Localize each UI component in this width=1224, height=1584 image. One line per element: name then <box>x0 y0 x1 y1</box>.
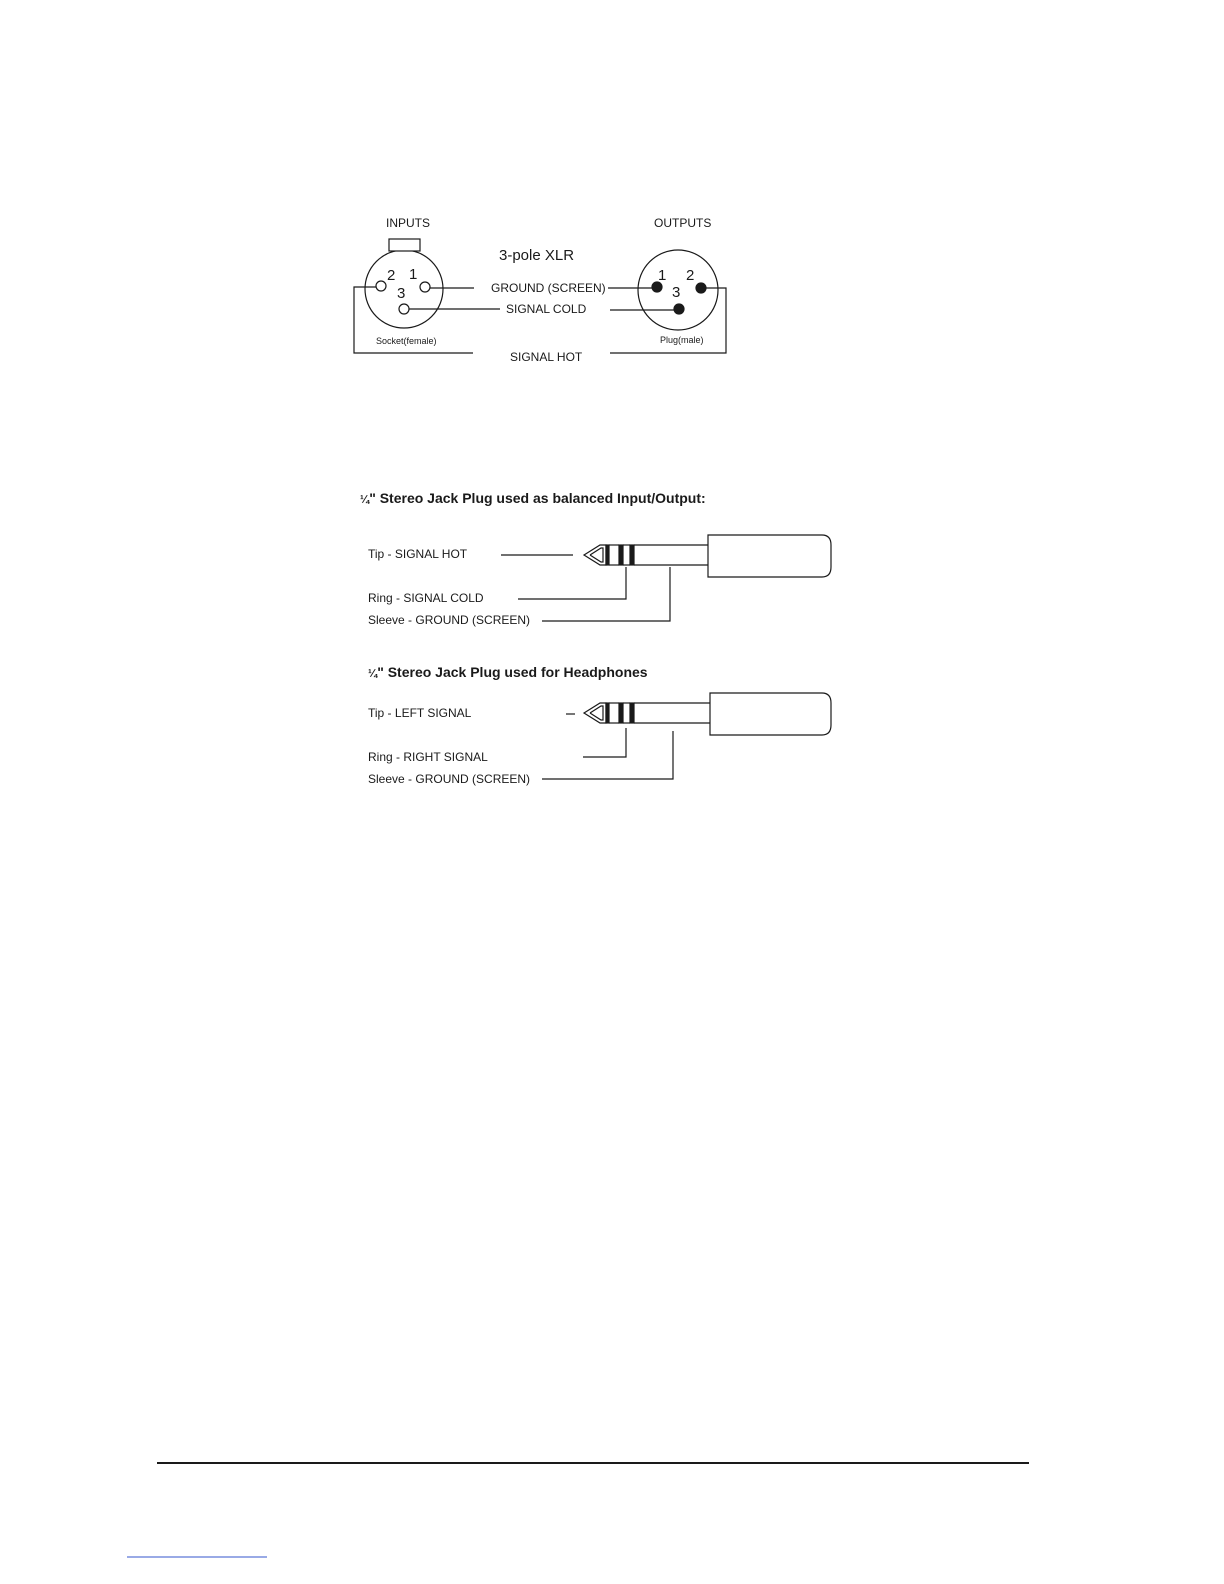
plug-pin-3 <box>674 304 684 314</box>
plug-pin-2 <box>696 283 706 293</box>
headphone-jack-plug-icon <box>584 693 831 735</box>
balanced-ring-label: Ring - SIGNAL COLD <box>368 591 484 605</box>
balanced-tip-label: Tip - SIGNAL HOT <box>368 547 468 561</box>
headphone-sleeve-label: Sleeve - GROUND (SCREEN) <box>368 772 531 786</box>
balanced-jack-section <box>360 490 831 627</box>
socket-caption: Socket(female) <box>376 336 437 346</box>
headphone-ring-label: Ring - RIGHT SIGNAL <box>368 750 488 764</box>
xlr-female-socket <box>365 239 443 346</box>
balanced-fraction: ¼ <box>360 494 370 506</box>
headphone-sleeve-wire <box>542 731 673 779</box>
xlr-ground-label: GROUND (SCREEN) <box>491 281 606 295</box>
balanced-sleeve-wire <box>542 567 670 621</box>
socket-pin-1-label: 1 <box>409 266 418 283</box>
socket-pin-3-hole <box>399 304 409 314</box>
xlr-male-plug <box>638 250 718 345</box>
headphone-ring-wire <box>583 728 626 757</box>
socket-pin-2-label: 2 <box>387 267 396 284</box>
xlr-cold-label: SIGNAL COLD <box>506 302 587 316</box>
headphone-jack-heading <box>368 664 648 680</box>
balanced-ring-wire <box>518 567 626 599</box>
balanced-jack-plug-icon <box>584 535 831 577</box>
xlr-hot-label: SIGNAL HOT <box>510 350 583 364</box>
socket-pin-3-label: 3 <box>397 285 406 302</box>
xlr-section <box>354 216 726 364</box>
socket-pin-2-hole <box>376 281 386 291</box>
headphone-fraction: ¼ <box>368 668 378 680</box>
balanced-jack-heading <box>360 490 706 506</box>
socket-latch <box>389 239 420 251</box>
headphone-jack-section <box>368 664 831 786</box>
xlr-inputs-label: INPUTS <box>386 216 431 230</box>
plug-caption: Plug(male) <box>660 335 704 345</box>
headphone-tip-label: Tip - LEFT SIGNAL <box>368 706 472 720</box>
plug-pin-2-label: 2 <box>686 267 695 284</box>
socket-pin-1-hole <box>420 282 430 292</box>
plug-pin-3-label: 3 <box>672 284 681 301</box>
balanced-sleeve-label: Sleeve - GROUND (SCREEN) <box>368 613 531 627</box>
balanced-heading-text: " Stereo Jack Plug used as balanced Input/Output: <box>369 490 706 506</box>
xlr-outputs-label: OUTPUTS <box>654 216 712 230</box>
plug-pin-1-label: 1 <box>658 267 667 284</box>
headphone-heading-text: " Stereo Jack Plug used for Headphones <box>377 664 648 680</box>
xlr-title: 3-pole XLR <box>499 247 575 264</box>
